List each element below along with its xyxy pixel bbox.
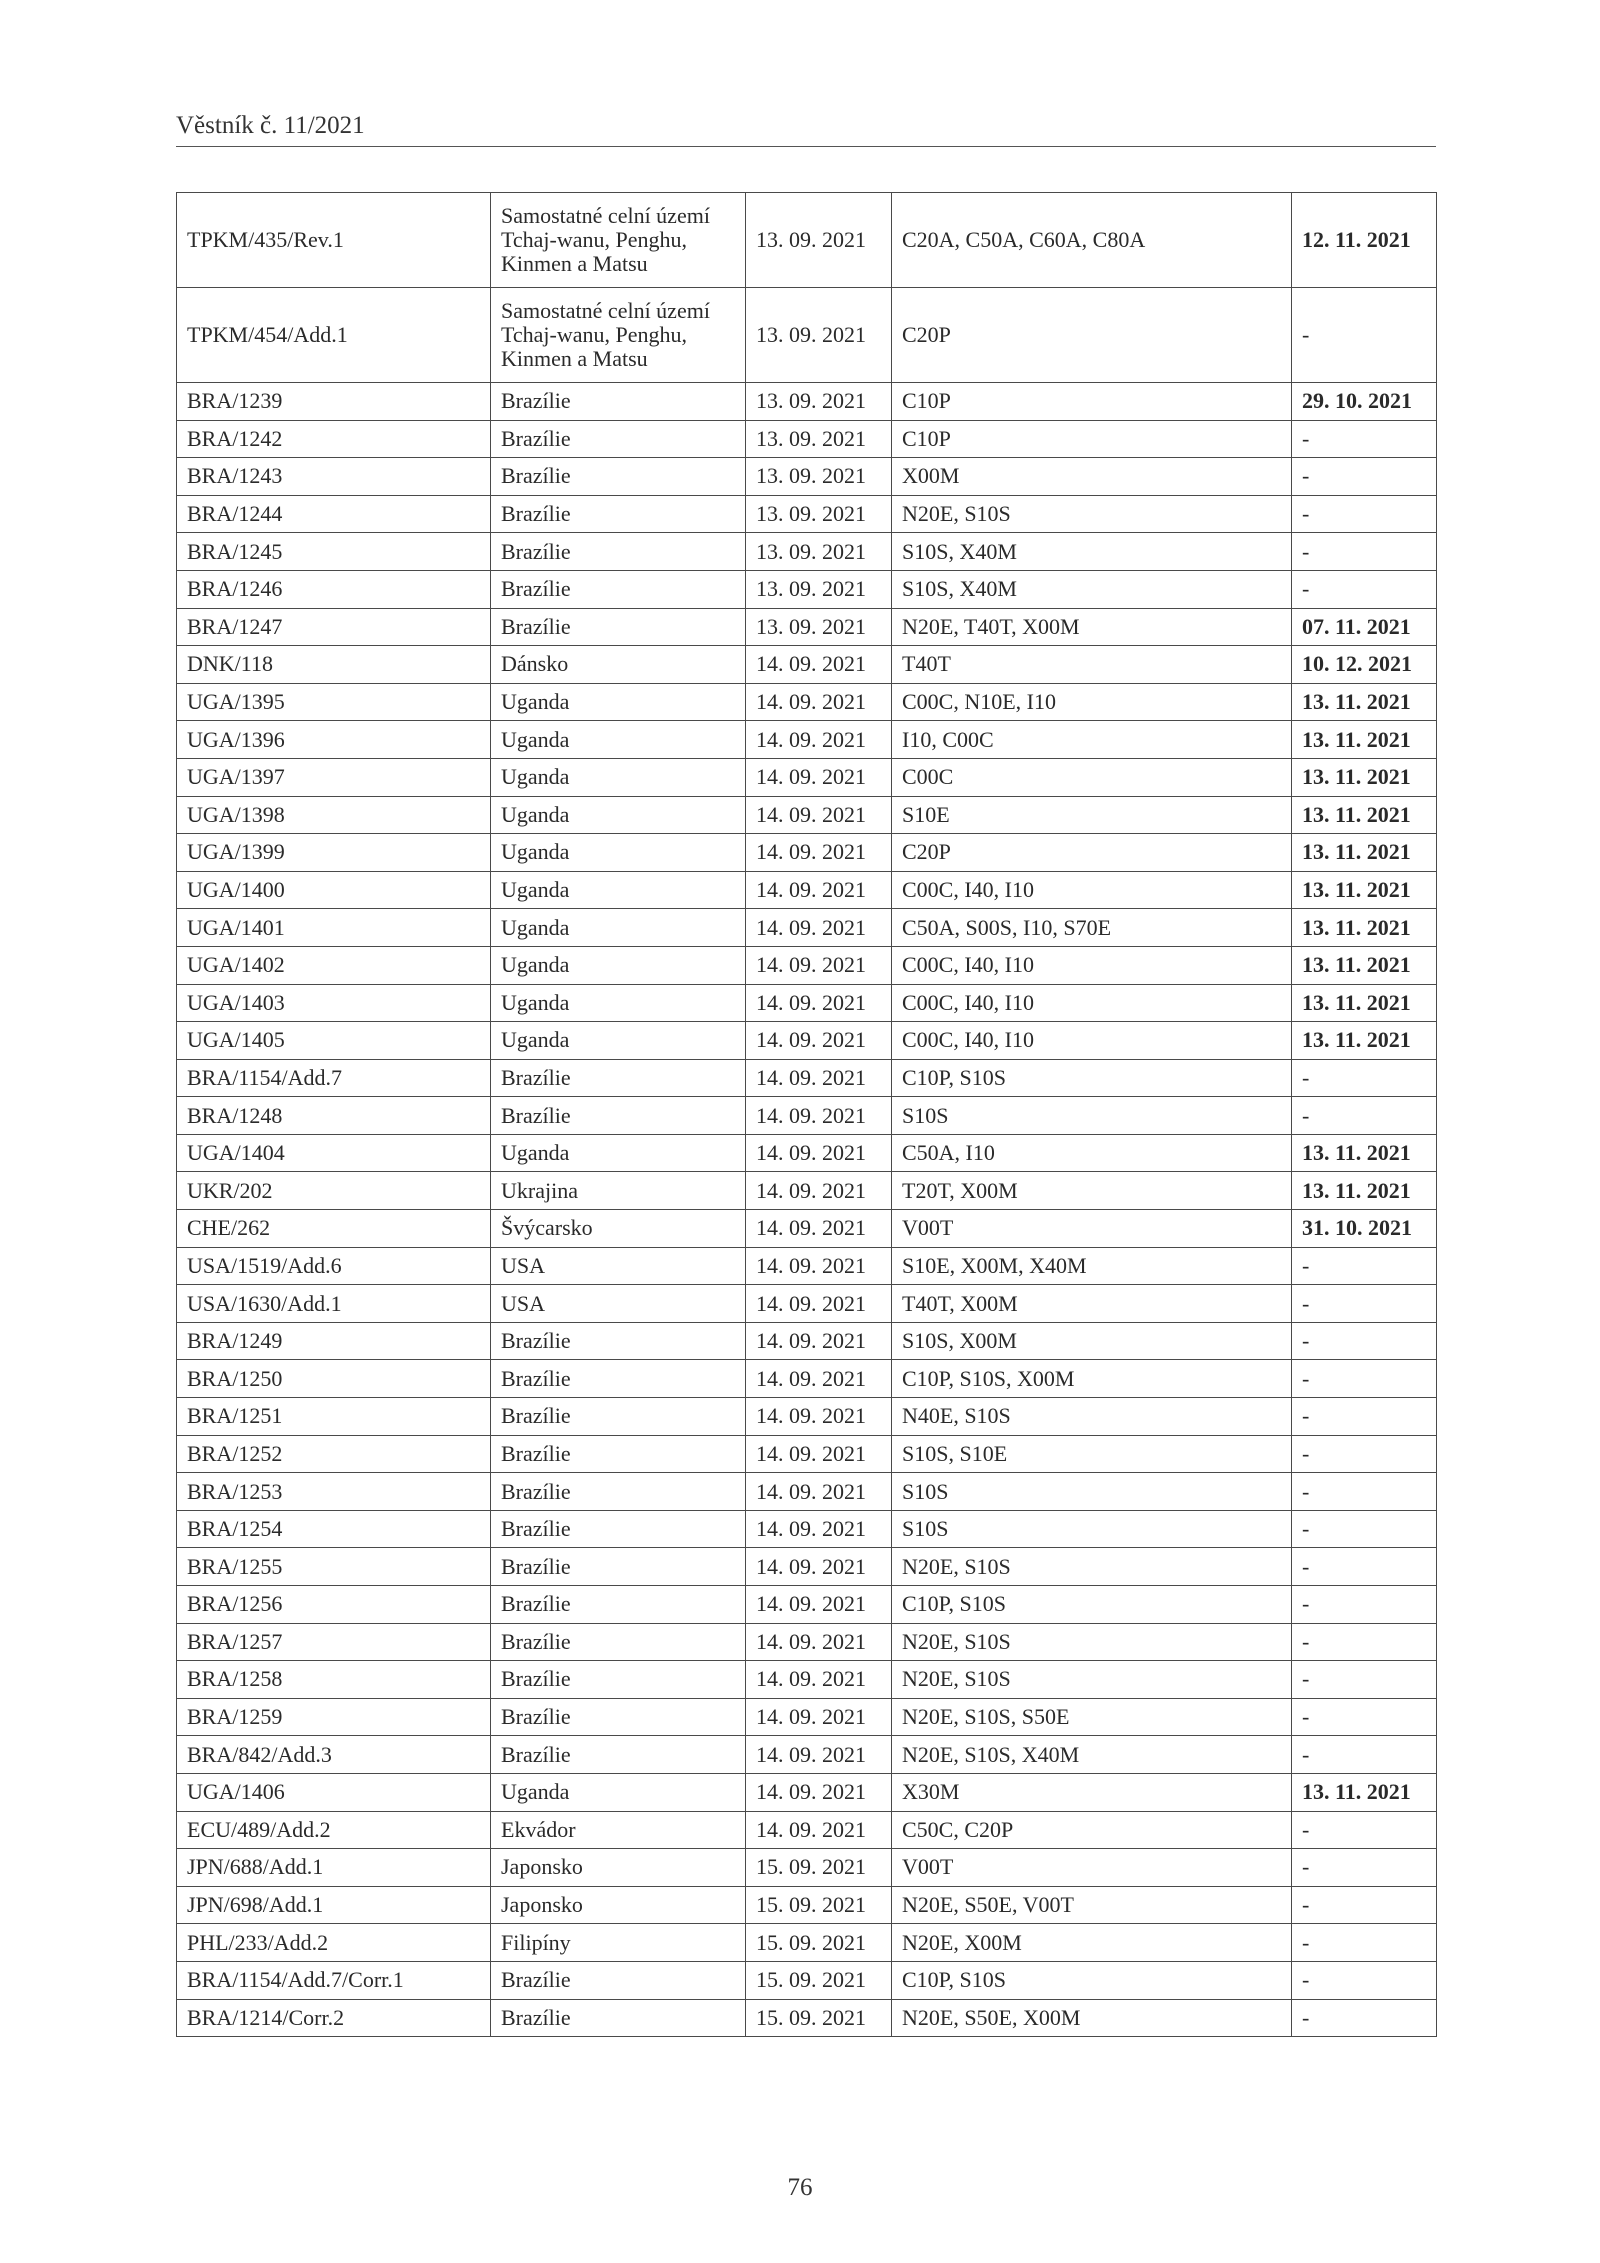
table-row [177, 383, 1437, 421]
cell-symbol: BRA/1245 [177, 533, 491, 571]
cell-date: 14. 09. 2021 [746, 1736, 892, 1774]
cell-date: 15. 09. 2021 [746, 1849, 892, 1887]
cell-codes: S10S [892, 1510, 1292, 1548]
cell-date: 14. 09. 2021 [746, 1322, 892, 1360]
cell-date: 15. 09. 2021 [746, 1886, 892, 1924]
table-row [177, 1773, 1437, 1811]
cell-date: 14. 09. 2021 [746, 1773, 892, 1811]
cell-deadline: - [1292, 1059, 1437, 1097]
cell-symbol: UGA/1398 [177, 796, 491, 834]
cell-date: 13. 09. 2021 [746, 420, 892, 458]
table-row [177, 1097, 1437, 1135]
cell-symbol: PHL/233/Add.2 [177, 1924, 491, 1962]
cell-date: 14. 09. 2021 [746, 1059, 892, 1097]
cell-symbol: UKR/202 [177, 1172, 491, 1210]
cell-date: 14. 09. 2021 [746, 1210, 892, 1248]
table-row [177, 1134, 1437, 1172]
header-divider [176, 146, 1436, 147]
cell-symbol: BRA/1259 [177, 1698, 491, 1736]
cell-country: Dánsko [491, 646, 746, 684]
cell-country: Uganda [491, 1773, 746, 1811]
cell-deadline: - [1292, 288, 1437, 383]
table-row [177, 1172, 1437, 1210]
cell-symbol: BRA/1254 [177, 1510, 491, 1548]
cell-country: Uganda [491, 834, 746, 872]
cell-symbol: BRA/1251 [177, 1398, 491, 1436]
table-row [177, 1924, 1437, 1962]
table-row [177, 1736, 1437, 1774]
table-row [177, 758, 1437, 796]
cell-codes: I10, C00C [892, 721, 1292, 759]
cell-symbol: BRA/1257 [177, 1623, 491, 1661]
cell-country: Samostatné celní území Tchaj-wanu, Penghu, Kinmen a Matsu [491, 193, 746, 288]
cell-codes: V00T [892, 1210, 1292, 1248]
cell-country: USA [491, 1247, 746, 1285]
cell-date: 14. 09. 2021 [746, 1360, 892, 1398]
cell-deadline: 31. 10. 2021 [1292, 1210, 1437, 1248]
table-row [177, 1961, 1437, 1999]
cell-deadline: - [1292, 1736, 1437, 1774]
cell-country: Brazílie [491, 608, 746, 646]
cell-country: Samostatné celní území Tchaj-wanu, Penghu, Kinmen a Matsu [491, 288, 746, 383]
cell-deadline: 13. 11. 2021 [1292, 984, 1437, 1022]
cell-date: 14. 09. 2021 [746, 1548, 892, 1586]
cell-symbol: BRA/1243 [177, 458, 491, 496]
cell-codes: C10P [892, 420, 1292, 458]
cell-codes: C00C, I40, I10 [892, 1022, 1292, 1060]
cell-deadline: 13. 11. 2021 [1292, 758, 1437, 796]
table-row [177, 984, 1437, 1022]
cell-codes: N20E, S50E, V00T [892, 1886, 1292, 1924]
cell-country: Brazílie [491, 495, 746, 533]
cell-codes: N20E, S10S [892, 495, 1292, 533]
cell-deadline: - [1292, 1322, 1437, 1360]
cell-deadline: - [1292, 1586, 1437, 1624]
cell-country: Brazílie [491, 1322, 746, 1360]
cell-codes: C00C [892, 758, 1292, 796]
cell-symbol: UGA/1397 [177, 758, 491, 796]
table-row [177, 1849, 1437, 1887]
cell-symbol: BRA/1247 [177, 608, 491, 646]
cell-deadline: - [1292, 1961, 1437, 1999]
cell-deadline: - [1292, 1360, 1437, 1398]
cell-deadline: - [1292, 1849, 1437, 1887]
cell-deadline: - [1292, 1886, 1437, 1924]
table-row [177, 646, 1437, 684]
cell-date: 14. 09. 2021 [746, 646, 892, 684]
cell-country: Uganda [491, 909, 746, 947]
cell-symbol: UGA/1395 [177, 683, 491, 721]
cell-deadline: 13. 11. 2021 [1292, 1773, 1437, 1811]
table-row [177, 288, 1437, 383]
cell-deadline: - [1292, 1473, 1437, 1511]
cell-country: Ukrajina [491, 1172, 746, 1210]
cell-deadline: 12. 11. 2021 [1292, 193, 1437, 288]
cell-deadline: 13. 11. 2021 [1292, 834, 1437, 872]
cell-codes: C50C, C20P [892, 1811, 1292, 1849]
table-row [177, 1586, 1437, 1624]
cell-codes: C00C, I40, I10 [892, 984, 1292, 1022]
cell-symbol: CHE/262 [177, 1210, 491, 1248]
cell-deadline: - [1292, 1548, 1437, 1586]
cell-symbol: BRA/1256 [177, 1586, 491, 1624]
cell-date: 13. 09. 2021 [746, 458, 892, 496]
table-body [177, 193, 1437, 2037]
table-row [177, 193, 1437, 288]
cell-codes: C20P [892, 288, 1292, 383]
cell-symbol: DNK/118 [177, 646, 491, 684]
cell-deadline: 07. 11. 2021 [1292, 608, 1437, 646]
table-row [177, 495, 1437, 533]
cell-symbol: BRA/1248 [177, 1097, 491, 1135]
cell-date: 14. 09. 2021 [746, 683, 892, 721]
table-row [177, 946, 1437, 984]
cell-deadline: 13. 11. 2021 [1292, 796, 1437, 834]
cell-date: 14. 09. 2021 [746, 1285, 892, 1323]
cell-symbol: UGA/1402 [177, 946, 491, 984]
table-row [177, 1059, 1437, 1097]
cell-date: 14. 09. 2021 [746, 1623, 892, 1661]
cell-country: Japonsko [491, 1849, 746, 1887]
cell-country: Uganda [491, 796, 746, 834]
table-row [177, 1473, 1437, 1511]
cell-deadline: - [1292, 420, 1437, 458]
table-row [177, 1022, 1437, 1060]
cell-codes: N20E, S10S [892, 1623, 1292, 1661]
cell-country: Uganda [491, 683, 746, 721]
cell-codes: N20E, S10S, X40M [892, 1736, 1292, 1774]
cell-date: 14. 09. 2021 [746, 834, 892, 872]
cell-codes: N20E, S10S, S50E [892, 1698, 1292, 1736]
cell-date: 14. 09. 2021 [746, 1510, 892, 1548]
cell-symbol: JPN/688/Add.1 [177, 1849, 491, 1887]
cell-deadline: 13. 11. 2021 [1292, 909, 1437, 947]
cell-codes: C10P, S10S [892, 1059, 1292, 1097]
table-row [177, 533, 1437, 571]
cell-date: 14. 09. 2021 [746, 946, 892, 984]
cell-deadline: 13. 11. 2021 [1292, 1172, 1437, 1210]
cell-symbol: ECU/489/Add.2 [177, 1811, 491, 1849]
cell-symbol: BRA/1244 [177, 495, 491, 533]
cell-country: Brazílie [491, 1510, 746, 1548]
cell-symbol: UGA/1403 [177, 984, 491, 1022]
cell-deadline: - [1292, 1247, 1437, 1285]
cell-date: 14. 09. 2021 [746, 721, 892, 759]
cell-codes: C10P, S10S [892, 1961, 1292, 1999]
cell-country: Brazílie [491, 1398, 746, 1436]
cell-codes: C20A, C50A, C60A, C80A [892, 193, 1292, 288]
cell-country: Uganda [491, 758, 746, 796]
cell-date: 14. 09. 2021 [746, 1134, 892, 1172]
cell-country: Brazílie [491, 1736, 746, 1774]
cell-date: 14. 09. 2021 [746, 1435, 892, 1473]
cell-codes: S10S, X40M [892, 570, 1292, 608]
cell-symbol: USA/1519/Add.6 [177, 1247, 491, 1285]
notifications-table [176, 192, 1437, 2037]
cell-country: Brazílie [491, 570, 746, 608]
cell-symbol: UGA/1400 [177, 871, 491, 909]
cell-codes: N20E, T40T, X00M [892, 608, 1292, 646]
cell-deadline: 13. 11. 2021 [1292, 1022, 1437, 1060]
table-row [177, 1548, 1437, 1586]
cell-symbol: BRA/1252 [177, 1435, 491, 1473]
cell-date: 13. 09. 2021 [746, 608, 892, 646]
cell-deadline: - [1292, 1097, 1437, 1135]
cell-codes: S10S, S10E [892, 1435, 1292, 1473]
cell-date: 14. 09. 2021 [746, 1022, 892, 1060]
cell-date: 14. 09. 2021 [746, 1661, 892, 1699]
cell-codes: C00C, I40, I10 [892, 871, 1292, 909]
cell-country: Brazílie [491, 1586, 746, 1624]
cell-symbol: UGA/1396 [177, 721, 491, 759]
cell-date: 13. 09. 2021 [746, 288, 892, 383]
cell-codes: S10S, X40M [892, 533, 1292, 571]
cell-symbol: BRA/1253 [177, 1473, 491, 1511]
cell-country: Uganda [491, 1022, 746, 1060]
document-header-title: Věstník č. 11/2021 [176, 112, 365, 139]
table-row [177, 1886, 1437, 1924]
cell-deadline: - [1292, 1510, 1437, 1548]
cell-symbol: JPN/698/Add.1 [177, 1886, 491, 1924]
cell-codes: C00C, N10E, I10 [892, 683, 1292, 721]
cell-deadline: - [1292, 1999, 1437, 2037]
table-row [177, 1698, 1437, 1736]
cell-symbol: UGA/1399 [177, 834, 491, 872]
table-row [177, 1360, 1437, 1398]
cell-country: Uganda [491, 871, 746, 909]
cell-date: 13. 09. 2021 [746, 495, 892, 533]
cell-symbol: BRA/1214/Corr.2 [177, 1999, 491, 2037]
cell-country: Brazílie [491, 1661, 746, 1699]
cell-country: Ekvádor [491, 1811, 746, 1849]
cell-codes: S10E [892, 796, 1292, 834]
cell-date: 15. 09. 2021 [746, 1924, 892, 1962]
cell-country: Švýcarsko [491, 1210, 746, 1248]
table-row [177, 1623, 1437, 1661]
cell-codes: X00M [892, 458, 1292, 496]
cell-codes: V00T [892, 1849, 1292, 1887]
cell-deadline: - [1292, 533, 1437, 571]
cell-codes: N40E, S10S [892, 1398, 1292, 1436]
table-row [177, 1210, 1437, 1248]
cell-country: Japonsko [491, 1886, 746, 1924]
cell-symbol: BRA/1249 [177, 1322, 491, 1360]
cell-symbol: BRA/1154/Add.7/Corr.1 [177, 1961, 491, 1999]
table-row [177, 1999, 1437, 2037]
cell-symbol: BRA/1246 [177, 570, 491, 608]
cell-symbol: BRA/1239 [177, 383, 491, 421]
cell-date: 13. 09. 2021 [746, 383, 892, 421]
cell-country: Uganda [491, 721, 746, 759]
cell-codes: T40T [892, 646, 1292, 684]
cell-symbol: BRA/842/Add.3 [177, 1736, 491, 1774]
cell-date: 14. 09. 2021 [746, 984, 892, 1022]
table-row [177, 1435, 1437, 1473]
table-row [177, 721, 1437, 759]
cell-codes: S10S [892, 1473, 1292, 1511]
cell-date: 14. 09. 2021 [746, 1172, 892, 1210]
cell-deadline: 29. 10. 2021 [1292, 383, 1437, 421]
cell-codes: C10P, S10S, X00M [892, 1360, 1292, 1398]
cell-codes: C10P, S10S [892, 1586, 1292, 1624]
cell-symbol: BRA/1242 [177, 420, 491, 458]
cell-date: 14. 09. 2021 [746, 871, 892, 909]
cell-date: 15. 09. 2021 [746, 1999, 892, 2037]
cell-country: Brazílie [491, 1999, 746, 2037]
cell-date: 13. 09. 2021 [746, 193, 892, 288]
cell-codes: T40T, X00M [892, 1285, 1292, 1323]
cell-country: Brazílie [491, 1698, 746, 1736]
cell-deadline: - [1292, 1661, 1437, 1699]
cell-codes: N20E, S50E, X00M [892, 1999, 1292, 2037]
cell-deadline: - [1292, 570, 1437, 608]
table-row [177, 871, 1437, 909]
cell-country: Brazílie [491, 1435, 746, 1473]
cell-date: 14. 09. 2021 [746, 1811, 892, 1849]
page-number: 76 [787, 2174, 813, 2201]
table-row [177, 796, 1437, 834]
table-row [177, 1661, 1437, 1699]
cell-country: Brazílie [491, 420, 746, 458]
cell-country: Brazílie [491, 383, 746, 421]
cell-country: Brazílie [491, 1473, 746, 1511]
cell-codes: N20E, S10S [892, 1548, 1292, 1586]
cell-country: Brazílie [491, 1059, 746, 1097]
cell-deadline: 13. 11. 2021 [1292, 721, 1437, 759]
cell-deadline: - [1292, 1435, 1437, 1473]
cell-symbol: BRA/1154/Add.7 [177, 1059, 491, 1097]
cell-deadline: - [1292, 1623, 1437, 1661]
table-row [177, 1285, 1437, 1323]
cell-symbol: USA/1630/Add.1 [177, 1285, 491, 1323]
cell-date: 14. 09. 2021 [746, 1398, 892, 1436]
cell-symbol: TPKM/435/Rev.1 [177, 193, 491, 288]
table-row [177, 683, 1437, 721]
cell-codes: C00C, I40, I10 [892, 946, 1292, 984]
cell-country: Brazílie [491, 1623, 746, 1661]
cell-codes: S10S [892, 1097, 1292, 1135]
table-row [177, 909, 1437, 947]
cell-country: Brazílie [491, 1548, 746, 1586]
cell-deadline: 13. 11. 2021 [1292, 871, 1437, 909]
cell-deadline: - [1292, 1811, 1437, 1849]
cell-symbol: UGA/1404 [177, 1134, 491, 1172]
cell-symbol: UGA/1405 [177, 1022, 491, 1060]
cell-codes: C10P [892, 383, 1292, 421]
cell-date: 14. 09. 2021 [746, 1097, 892, 1135]
cell-country: Filipíny [491, 1924, 746, 1962]
cell-deadline: - [1292, 1698, 1437, 1736]
cell-symbol: TPKM/454/Add.1 [177, 288, 491, 383]
cell-date: 14. 09. 2021 [746, 758, 892, 796]
cell-symbol: BRA/1250 [177, 1360, 491, 1398]
cell-date: 14. 09. 2021 [746, 1247, 892, 1285]
cell-date: 15. 09. 2021 [746, 1961, 892, 1999]
cell-codes: C50A, S00S, I10, S70E [892, 909, 1292, 947]
table-row [177, 570, 1437, 608]
cell-deadline: - [1292, 1924, 1437, 1962]
cell-deadline: - [1292, 1285, 1437, 1323]
cell-country: Brazílie [491, 533, 746, 571]
cell-country: Uganda [491, 946, 746, 984]
cell-codes: C20P [892, 834, 1292, 872]
cell-country: Brazílie [491, 458, 746, 496]
cell-codes: N20E, X00M [892, 1924, 1292, 1962]
cell-date: 14. 09. 2021 [746, 796, 892, 834]
cell-symbol: UGA/1401 [177, 909, 491, 947]
table-row [177, 420, 1437, 458]
cell-symbol: BRA/1255 [177, 1548, 491, 1586]
table-row [177, 1510, 1437, 1548]
cell-date: 13. 09. 2021 [746, 533, 892, 571]
cell-symbol: UGA/1406 [177, 1773, 491, 1811]
cell-codes: S10S, X00M [892, 1322, 1292, 1360]
cell-country: Uganda [491, 984, 746, 1022]
cell-codes: X30M [892, 1773, 1292, 1811]
cell-deadline: - [1292, 458, 1437, 496]
cell-country: Uganda [491, 1134, 746, 1172]
cell-deadline: - [1292, 1398, 1437, 1436]
table-row [177, 1322, 1437, 1360]
cell-country: USA [491, 1285, 746, 1323]
cell-date: 14. 09. 2021 [746, 1698, 892, 1736]
cell-date: 14. 09. 2021 [746, 1473, 892, 1511]
cell-country: Brazílie [491, 1097, 746, 1135]
cell-country: Brazílie [491, 1360, 746, 1398]
cell-codes: C50A, I10 [892, 1134, 1292, 1172]
cell-deadline: 13. 11. 2021 [1292, 683, 1437, 721]
cell-deadline: 10. 12. 2021 [1292, 646, 1437, 684]
cell-deadline: 13. 11. 2021 [1292, 1134, 1437, 1172]
cell-date: 14. 09. 2021 [746, 909, 892, 947]
cell-date: 13. 09. 2021 [746, 570, 892, 608]
cell-deadline: - [1292, 495, 1437, 533]
table-row [177, 1247, 1437, 1285]
table-row [177, 1811, 1437, 1849]
table-row [177, 608, 1437, 646]
cell-country: Brazílie [491, 1961, 746, 1999]
cell-symbol: BRA/1258 [177, 1661, 491, 1699]
table-row [177, 458, 1437, 496]
cell-date: 14. 09. 2021 [746, 1586, 892, 1624]
cell-codes: T20T, X00M [892, 1172, 1292, 1210]
cell-codes: S10E, X00M, X40M [892, 1247, 1292, 1285]
cell-deadline: 13. 11. 2021 [1292, 946, 1437, 984]
cell-codes: N20E, S10S [892, 1661, 1292, 1699]
table-row [177, 834, 1437, 872]
table-row [177, 1398, 1437, 1436]
